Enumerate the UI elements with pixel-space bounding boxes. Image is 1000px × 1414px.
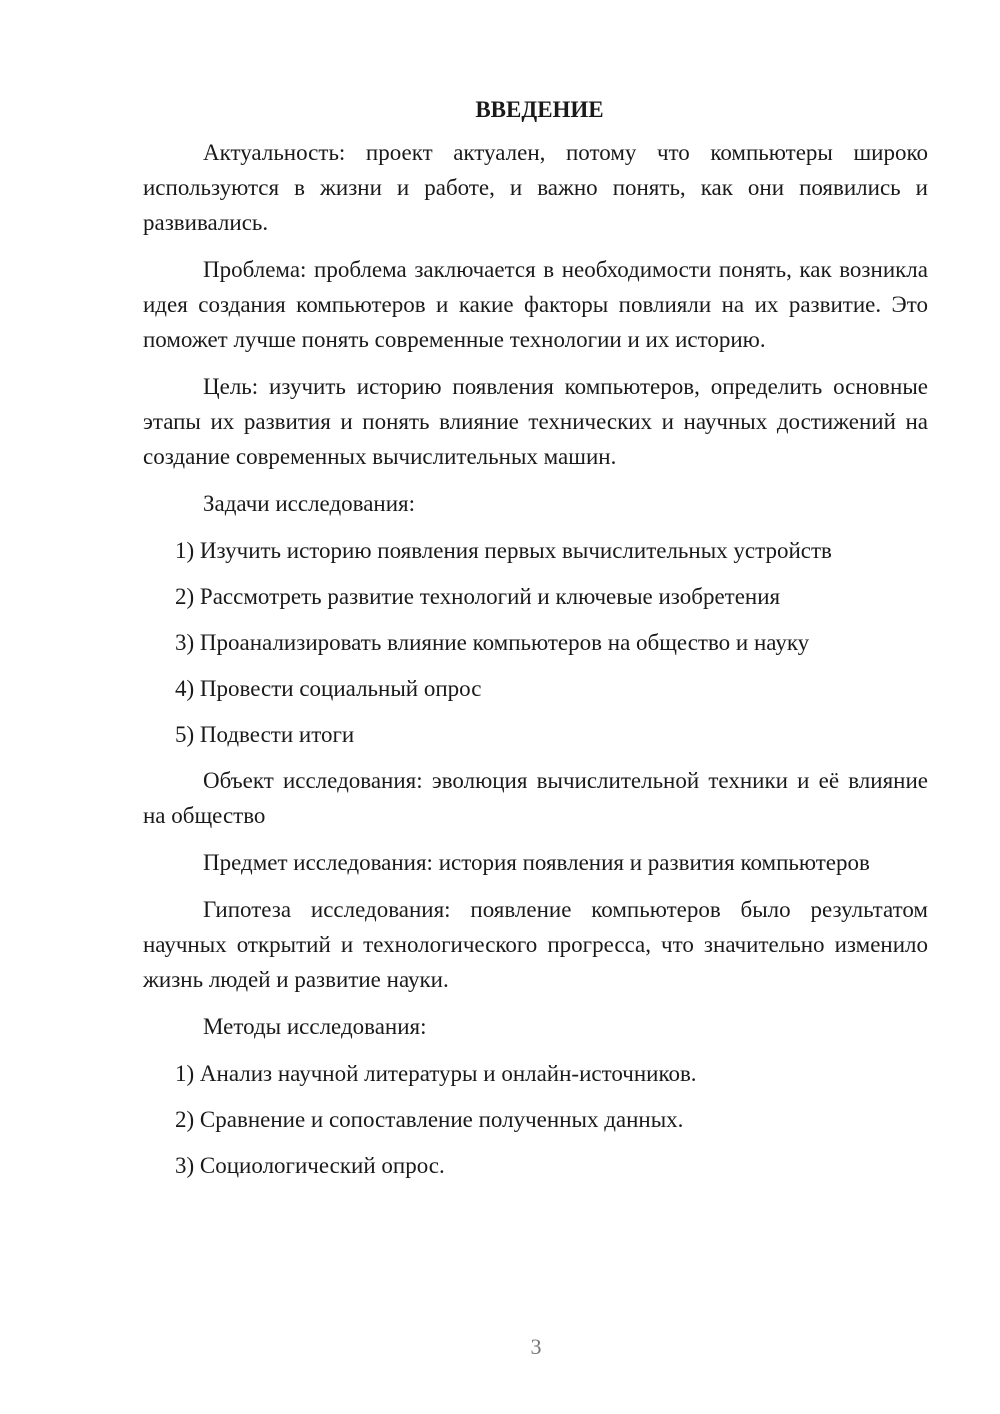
task-item: 2) Рассмотреть развитие технологий и ключевые изобретения — [175, 584, 781, 609]
method-item: 2) Сравнение и сопоставление полученных данных. — [175, 1107, 684, 1132]
section-title: ВВЕДЕНИЕ — [475, 97, 604, 122]
object-paragraph: Объект исследования: эволюция вычислительной техники и её влияние на общество — [143, 768, 928, 828]
subject-paragraph: Предмет исследования: история появления и развития компьютеров — [203, 850, 870, 875]
method-item: 1) Анализ научной литературы и онлайн-источников. — [175, 1061, 697, 1086]
task-item: 5) Подвести итоги — [175, 722, 355, 747]
task-item: 1) Изучить историю появления первых вычислительных устройств — [175, 538, 832, 563]
tasks-heading: Задачи исследования: — [203, 491, 416, 516]
method-item: 3) Социологический опрос. — [175, 1153, 445, 1178]
page-content — [143, 92, 928, 1194]
relevance-paragraph: Актуальность: проект актуален, потому что компьютеры широко используются в жизни и работе, и важно понять, как они появились и развивались. — [143, 140, 928, 235]
methods-heading: Методы исследования: — [203, 1014, 427, 1039]
hypothesis-paragraph: Гипотеза исследования: появление компьютеров было результатом научных открытий и технологического прогресса, что значительно изменило жизнь людей и развитие науки. — [143, 897, 928, 992]
goal-paragraph: Цель: изучить историю появления компьютеров, определить основные этапы их развития и понять влияние технических и научных достижений на создание современных вычислительных машин. — [143, 374, 928, 469]
task-item: 3) Проанализировать влияние компьютеров на общество и науку — [175, 630, 810, 655]
page-number: 3 — [530, 1334, 542, 1359]
task-item: 4) Провести социальный опрос — [175, 676, 482, 701]
problem-paragraph: Проблема: проблема заключается в необходимости понять, как возникла идея создания компьютеров и какие факторы повлияли на их развитие. Это поможет лучше понять современные технологии и их историю. — [143, 257, 928, 352]
